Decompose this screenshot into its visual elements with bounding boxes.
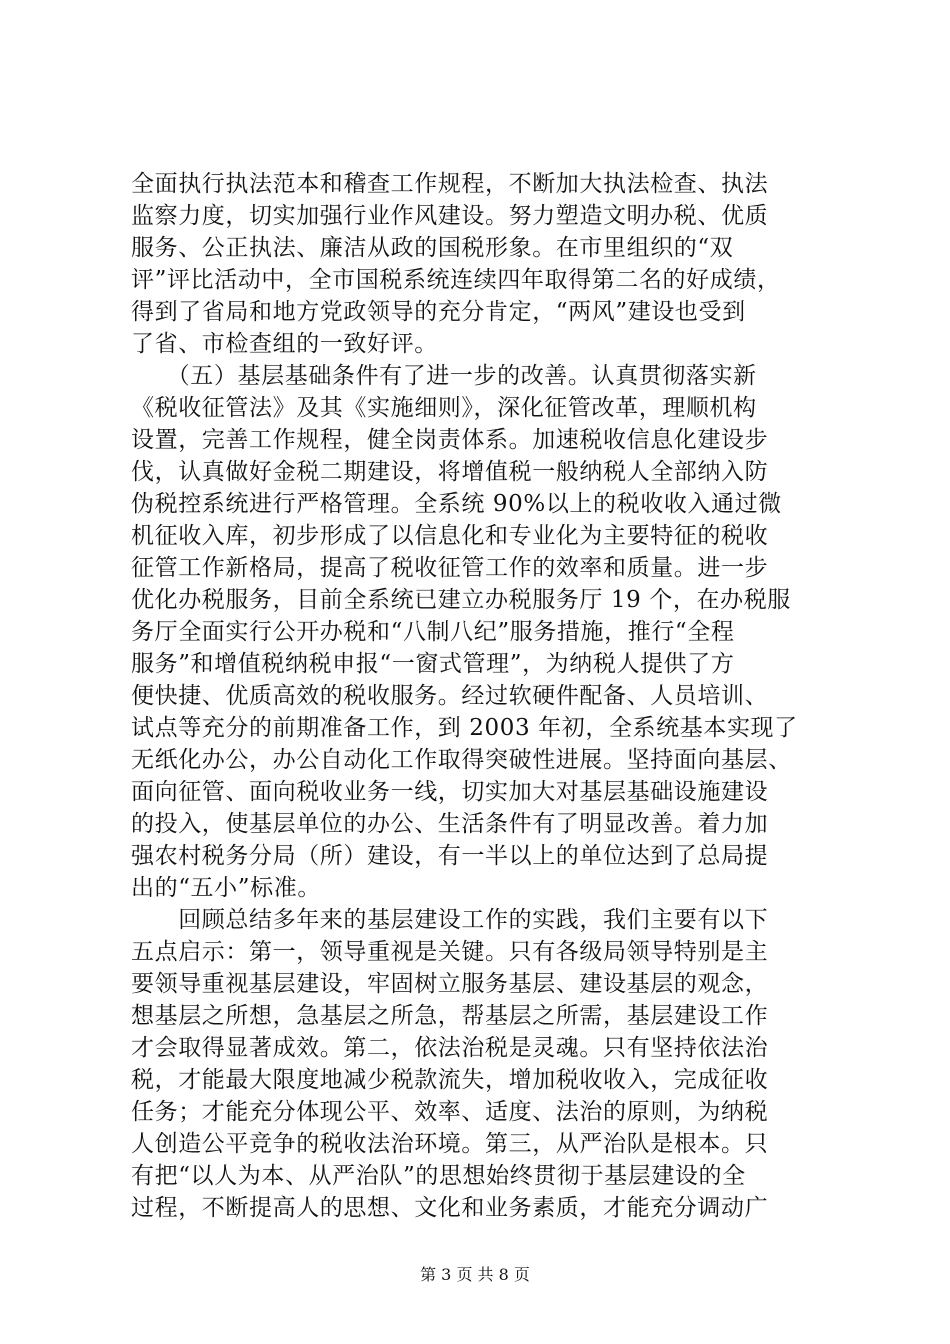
text-line: 面向征管、面向税收业务一线，切实加大对基层基础设施建设 bbox=[131, 779, 769, 805]
text-line: 出的“五小”标准。 bbox=[131, 875, 321, 901]
text-line: 务厅全面实行公开办税和“八制八纪”服务措施，推行“全程 bbox=[131, 619, 735, 645]
text-line: 了省、市检查组的一致好评。 bbox=[131, 331, 438, 357]
text-line: 评”评比活动中，全市国税系统连续四年取得第二名的好成绩， bbox=[131, 267, 781, 293]
text-line: 服务、公正执法、廉洁从政的国税形象。在市里组织的“双 bbox=[131, 235, 734, 261]
text-line: 回顾总结多年来的基层建设工作的实践，我们主要有以下 bbox=[131, 907, 769, 933]
text-line: 得到了省局和地方党政领导的充分肯定，“两风”建设也受到 bbox=[131, 299, 746, 325]
text-line: 的投入，使基层单位的办公、生活条件有了明显改善。着力加 bbox=[131, 811, 769, 837]
text-line: 试点等充分的前期准备工作，到 2003 年初，全系统基本实现了 bbox=[131, 715, 798, 741]
text-line: 便快捷、优质高效的税收服务。经过软硬件配备、人员培训、 bbox=[131, 683, 769, 709]
text-line: 有把“以人为本、从严治队”的思想始终贯彻于基层建设的全 bbox=[131, 1163, 746, 1189]
text-line: 任务；才能充分体现公平、效率、适度、法治的原则，为纳税 bbox=[131, 1099, 769, 1125]
text-line: 想基层之所想，急基层之所急，帮基层之所需，基层建设工作 bbox=[131, 1003, 769, 1029]
body-text bbox=[131, 168, 831, 1224]
text-line: 征管工作新格局，提高了税收征管工作的效率和质量。进一步 bbox=[131, 555, 769, 581]
text-line: 过程，不断提高人的思想、文化和业务素质，才能充分调动广 bbox=[131, 1195, 769, 1221]
text-line: 要领导重视基层建设，牢固树立服务基层、建设基层的观念， bbox=[131, 971, 769, 997]
text-line: 优化办税服务，目前全系统已建立办税服务厅 19 个，在办税服 bbox=[131, 587, 791, 613]
text-line: 全面执行执法范本和稽查工作规程，不断加大执法检查、执法 bbox=[131, 171, 769, 197]
text-line: 五点启示：第一，领导重视是关键。只有各级局领导特别是主 bbox=[131, 939, 769, 965]
text-line: 机征收入库，初步形成了以信息化和专业化为主要特征的税收 bbox=[131, 523, 769, 549]
text-line: 服务”和增值税纳税申报“一窗式管理”，为纳税人提供了方 bbox=[131, 651, 735, 677]
text-line: 监察力度，切实加强行业作风建设。努力塑造文明办税、优质 bbox=[131, 203, 769, 229]
text-line: 无纸化办公，办公自动化工作取得突破性进展。坚持面向基层、 bbox=[131, 747, 792, 773]
text-line: 才会取得显著成效。第二，依法治税是灵魂。只有坚持依法治 bbox=[131, 1035, 769, 1061]
text-line: 设置，完善工作规程，健全岗责体系。加速税收信息化建设步 bbox=[131, 427, 769, 453]
text-line: 人创造公平竞争的税收法治环境。第三，从严治队是根本。只 bbox=[131, 1131, 769, 1157]
text-line: 税，才能最大限度地减少税款流失，增加税收收入，完成征收 bbox=[131, 1067, 769, 1093]
page-number-footer: 第 3 页 共 8 页 bbox=[420, 1265, 530, 1284]
text-line: 伪税控系统进行严格管理。全系统 90%以上的税收收入通过微 bbox=[131, 491, 782, 517]
text-line: （五）基层基础条件有了进一步的改善。认真贯彻落实新 bbox=[131, 363, 757, 389]
text-line: 伐，认真做好金税二期建设，将增值税一般纳税人全部纳入防 bbox=[131, 459, 769, 485]
text-line: 强农村税务分局（所）建设，有一半以上的单位达到了总局提 bbox=[131, 843, 769, 869]
text-line: 《税收征管法》及其《实施细则》，深化征管改革，理顺机构 bbox=[131, 395, 757, 421]
